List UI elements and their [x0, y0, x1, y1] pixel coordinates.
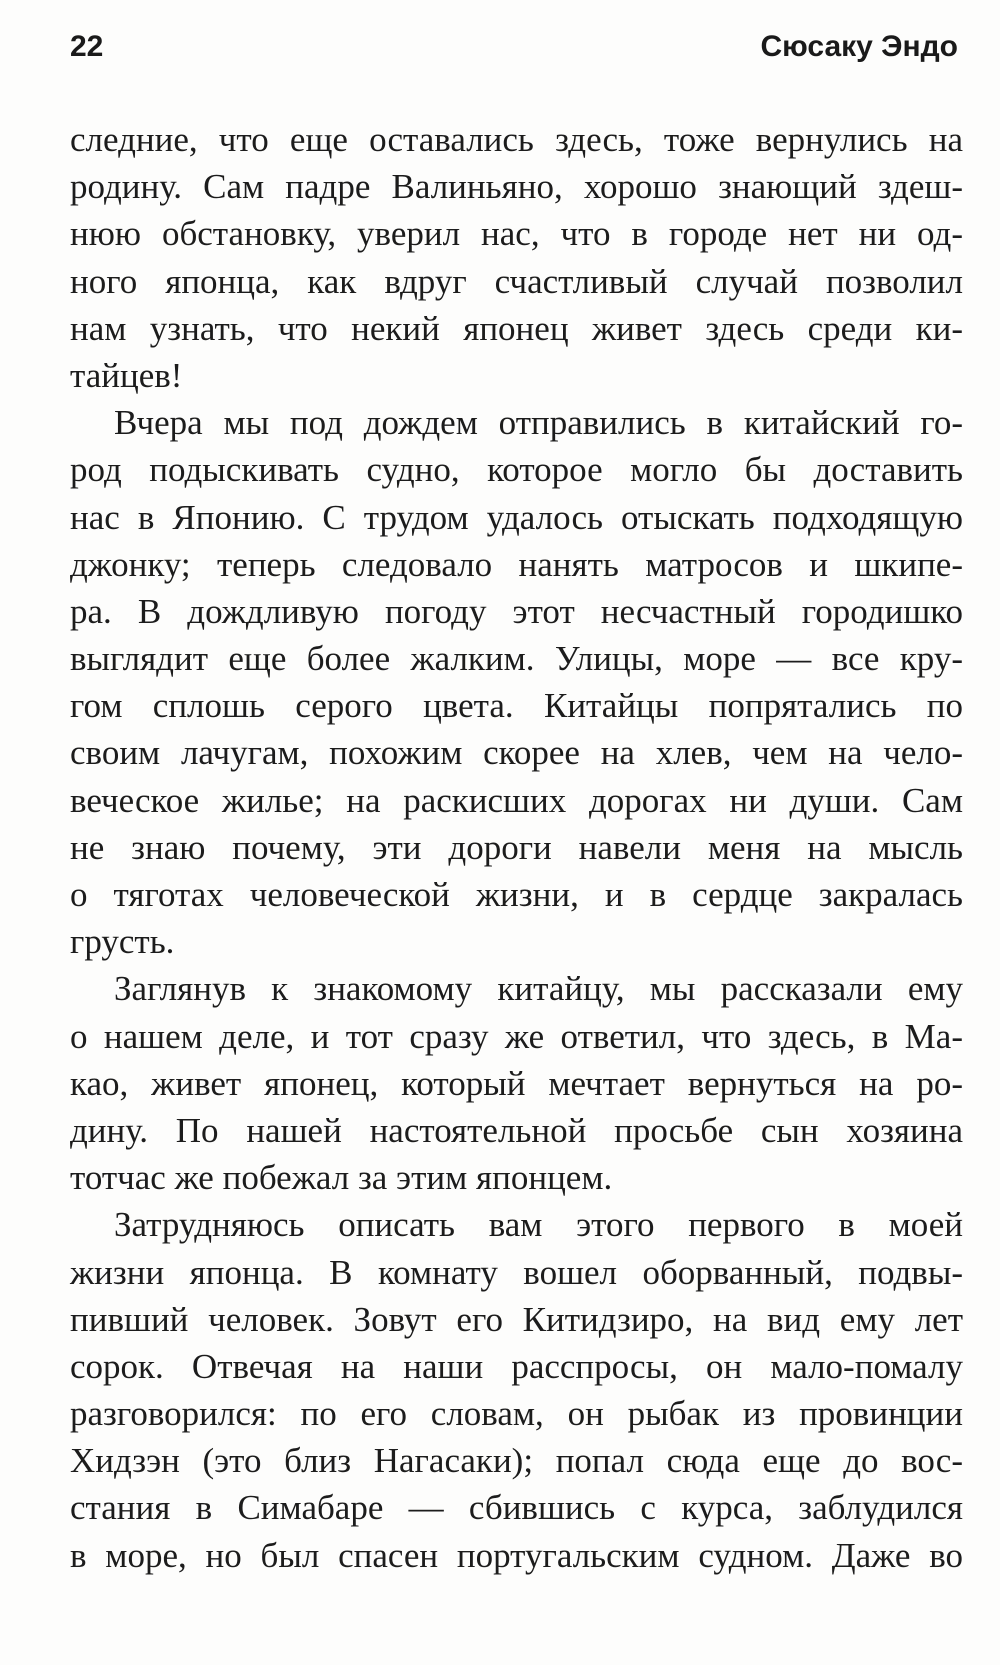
text-line: нам узнать, что некий японец живет здесь среди ки- — [70, 308, 963, 348]
text-line: не знаю почему, эти дороги навели меня на мысль — [70, 827, 963, 867]
text-line: своим лачугам, похожим скорее на хлев, чем на чело- — [70, 733, 963, 773]
text-line: сорок. Отвечая на наши расспросы, он мало-помалу — [70, 1346, 963, 1386]
text-line: родину. Сам падре Валиньяно, хорошо знающий здеш- — [70, 167, 963, 207]
text-line: тайцев! — [70, 355, 183, 395]
text-line: тотчас же побежал за этим японцем. — [70, 1158, 613, 1198]
text-line: Затрудняюсь описать вам этого первого в моей — [114, 1205, 963, 1245]
paragraph — [70, 965, 963, 1201]
text-line: ра. В дождливую погоду этот несчастный городишко — [70, 591, 963, 631]
text-line: нюю обстановку, уверил нас, что в городе нет ни од- — [70, 214, 963, 254]
text-line: грусть. — [70, 922, 175, 962]
text-line: Заглянув к знакомому китайцу, мы рассказали ему — [114, 969, 963, 1009]
text-line: дину. По нашей настоятельной просьбе сын хозяина — [70, 1110, 963, 1150]
text-line: следние, что еще оставались здесь, тоже вернулись на — [70, 120, 963, 159]
text-line: пивший человек. Зовут его Китидзиро, на вид ему лет — [70, 1299, 963, 1339]
text-line: о тяготах человеческой жизни, и в сердце закралась — [70, 875, 963, 914]
text-line: о нашем деле, и тот сразу же ответил, что здесь, в Ма- — [70, 1016, 963, 1056]
text-line: Хидзэн (это близ Нагасаки); попал сюда еще до вос- — [70, 1441, 963, 1481]
text-line: в море, но был спасен португальским судном. Даже во — [70, 1535, 963, 1575]
text-line: стания в Симабаре — сбившись с курса, заблудился — [70, 1488, 963, 1528]
text-line: Вчера мы под дождем отправились в китайский го- — [114, 403, 963, 443]
text-line: као, живет японец, который мечтает вернуться на ро- — [70, 1063, 963, 1103]
text-line: гом сплошь серого цвета. Китайцы попрятались по — [70, 686, 963, 726]
text-line: ного японца, как вдруг счастливый случай позволил — [70, 261, 963, 301]
paragraph — [70, 1201, 963, 1579]
text-line: жизни японца. В комнату вошел оборванный, подвы- — [70, 1252, 963, 1292]
text-line: выглядит еще более жалким. Улицы, море — все кру- — [70, 639, 963, 679]
body-text — [70, 116, 963, 1579]
paragraph — [70, 116, 963, 399]
running-title: Сюсаку Эндо — [760, 30, 958, 63]
text-line: род подыскивать судно, которое могло бы доставить — [70, 450, 963, 490]
paragraph — [70, 399, 963, 965]
text-line: разговорился: по его словам, он рыбак из провинции — [70, 1394, 963, 1434]
page-header — [70, 30, 958, 80]
page-number: 22 — [70, 30, 104, 63]
text-line: нас в Японию. С трудом удалось отыскать подходящую — [70, 497, 963, 537]
text-line: джонку; теперь следовало нанять матросов и шкипе- — [70, 544, 963, 584]
text-line: веческое жилье; на раскисших дорогах ни души. Сам — [70, 780, 963, 820]
